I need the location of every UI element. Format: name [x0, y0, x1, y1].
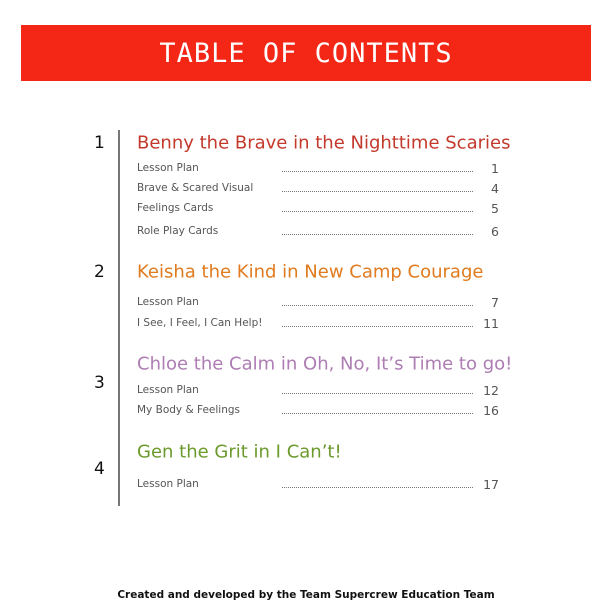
chapter-title[interactable]: Keisha the Kind in New Camp Courage — [137, 261, 484, 283]
toc-entry[interactable] — [137, 317, 499, 331]
divider-line — [118, 130, 120, 506]
toc-entry[interactable] — [137, 384, 499, 398]
toc-entry[interactable] — [137, 478, 499, 492]
page-number: 6 — [491, 224, 499, 239]
entry-label: Brave & Scared Visual — [137, 182, 254, 194]
chapter-number: 2 — [94, 262, 105, 282]
page-number: 17 — [483, 477, 499, 492]
page-number: 16 — [483, 403, 499, 418]
entry-label: Lesson Plan — [137, 296, 199, 308]
entry-label: Lesson Plan — [137, 478, 199, 490]
dot-leader — [282, 191, 473, 192]
chapter-title[interactable]: Chloe the Calm in Oh, No, It’s Time to go! — [137, 353, 513, 375]
page-number: 1 — [491, 161, 499, 176]
dot-leader — [282, 326, 473, 327]
chapter-number: 3 — [94, 373, 105, 393]
page-number: 4 — [491, 181, 499, 196]
toc-entry[interactable] — [137, 182, 499, 196]
entry-label: Lesson Plan — [137, 384, 199, 396]
page-number: 7 — [491, 295, 499, 310]
entry-label: Feelings Cards — [137, 202, 214, 214]
chapter-number: 1 — [94, 133, 105, 153]
entry-label: My Body & Feelings — [137, 404, 240, 416]
dot-leader — [282, 211, 473, 212]
toc-entry[interactable] — [137, 404, 499, 418]
page-number: 12 — [483, 383, 499, 398]
page-number: 11 — [483, 316, 499, 331]
toc-entry[interactable] — [137, 202, 499, 216]
toc-entry[interactable] — [137, 162, 499, 176]
dot-leader — [282, 234, 473, 235]
page-number: 5 — [491, 201, 499, 216]
dot-leader — [282, 487, 473, 488]
toc-entry[interactable] — [137, 296, 499, 310]
entry-label: Lesson Plan — [137, 162, 199, 174]
dot-leader — [282, 393, 473, 394]
chapter-title[interactable]: Gen the Grit in I Can’t! — [137, 441, 342, 463]
header-banner — [21, 25, 591, 81]
chapter-title[interactable]: Benny the Brave in the Nighttime Scaries — [137, 132, 511, 154]
dot-leader — [282, 171, 473, 172]
dot-leader — [282, 413, 473, 414]
page-title: TABLE OF CONTENTS — [159, 37, 453, 69]
toc-entry[interactable] — [137, 225, 499, 239]
footer-credit: Created and developed by the Team Supercrew Education Team — [117, 589, 495, 601]
entry-label: Role Play Cards — [137, 225, 219, 237]
chapter-number: 4 — [94, 459, 105, 479]
dot-leader — [282, 305, 473, 306]
entry-label: I See, I Feel, I Can Help! — [137, 317, 263, 329]
